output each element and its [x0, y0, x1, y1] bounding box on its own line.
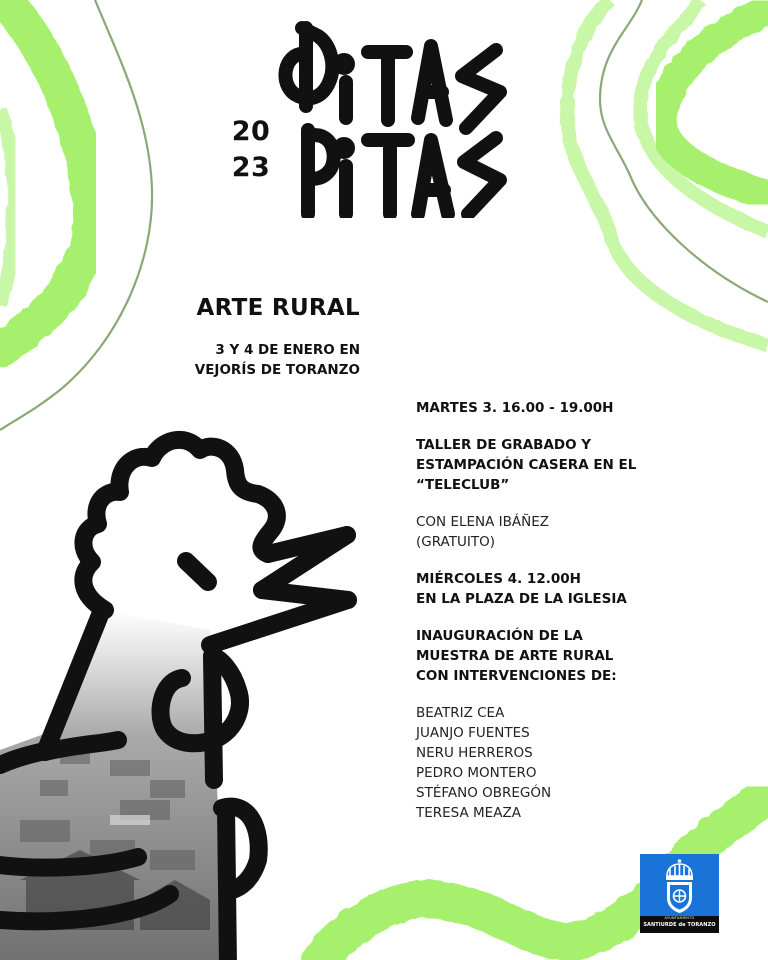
workshop-host	[416, 512, 736, 552]
inauguration-line: MUESTRA DE ARTE RURAL	[416, 648, 614, 664]
workshop-line: ESTAMPACIÓN CASERA EN EL	[416, 457, 637, 473]
event-date-location	[195, 340, 360, 380]
rooster-illustration	[0, 420, 380, 960]
participant: STÉFANO OBREGÓN	[416, 785, 552, 801]
workshop-line: “TELECLUB”	[416, 477, 510, 493]
workshop-line: TALLER DE GRABADO Y	[416, 437, 592, 453]
day2-line: MIÉRCOLES 4. 12.00H	[416, 571, 581, 587]
participant: JUANJO FUENTES	[416, 725, 530, 741]
participant: TERESA MEAZA	[416, 805, 521, 821]
municipal-crest-icon	[640, 854, 719, 933]
workshop-description	[416, 435, 736, 495]
year-bottom: 23	[231, 152, 271, 183]
date-line-2: VEJORÍS DE TORANZO	[194, 362, 360, 378]
crest-label	[640, 916, 719, 933]
inauguration-line: CON INTERVENCIONES DE:	[416, 668, 617, 684]
inauguration-description	[416, 626, 736, 686]
inauguration-line: INAUGURACIÓN DE LA	[416, 628, 583, 644]
date-line-1: 3 Y 4 DE ENERO EN	[215, 342, 360, 358]
day2-line: EN LA PLAZA DE LA IGLESIA	[416, 591, 627, 607]
participant: PEDRO MONTERO	[416, 765, 537, 781]
event-subtitle	[195, 292, 360, 380]
participants-list	[416, 703, 736, 823]
subtitle-title: ARTE RURAL	[196, 295, 360, 321]
day2-heading	[416, 569, 736, 609]
crest-shield-icon	[640, 854, 719, 916]
host-line: (GRATUITO)	[416, 534, 495, 550]
host-line: CON ELENA IBÁÑEZ	[416, 514, 550, 530]
day1-heading: MARTES 3. 16.00 - 19.00H	[416, 400, 614, 416]
program-schedule	[416, 398, 736, 840]
year-top: 20	[231, 116, 271, 147]
participant: BEATRIZ CEA	[416, 705, 505, 721]
pitas-pitas-title-logo	[278, 18, 518, 218]
year-label	[226, 114, 276, 186]
participant: NERU HERREROS	[416, 745, 533, 761]
crest-label-big: SANTIURDE de TORANZO	[643, 922, 716, 928]
crest-label-small: AYUNTAMIENTO	[664, 916, 695, 920]
